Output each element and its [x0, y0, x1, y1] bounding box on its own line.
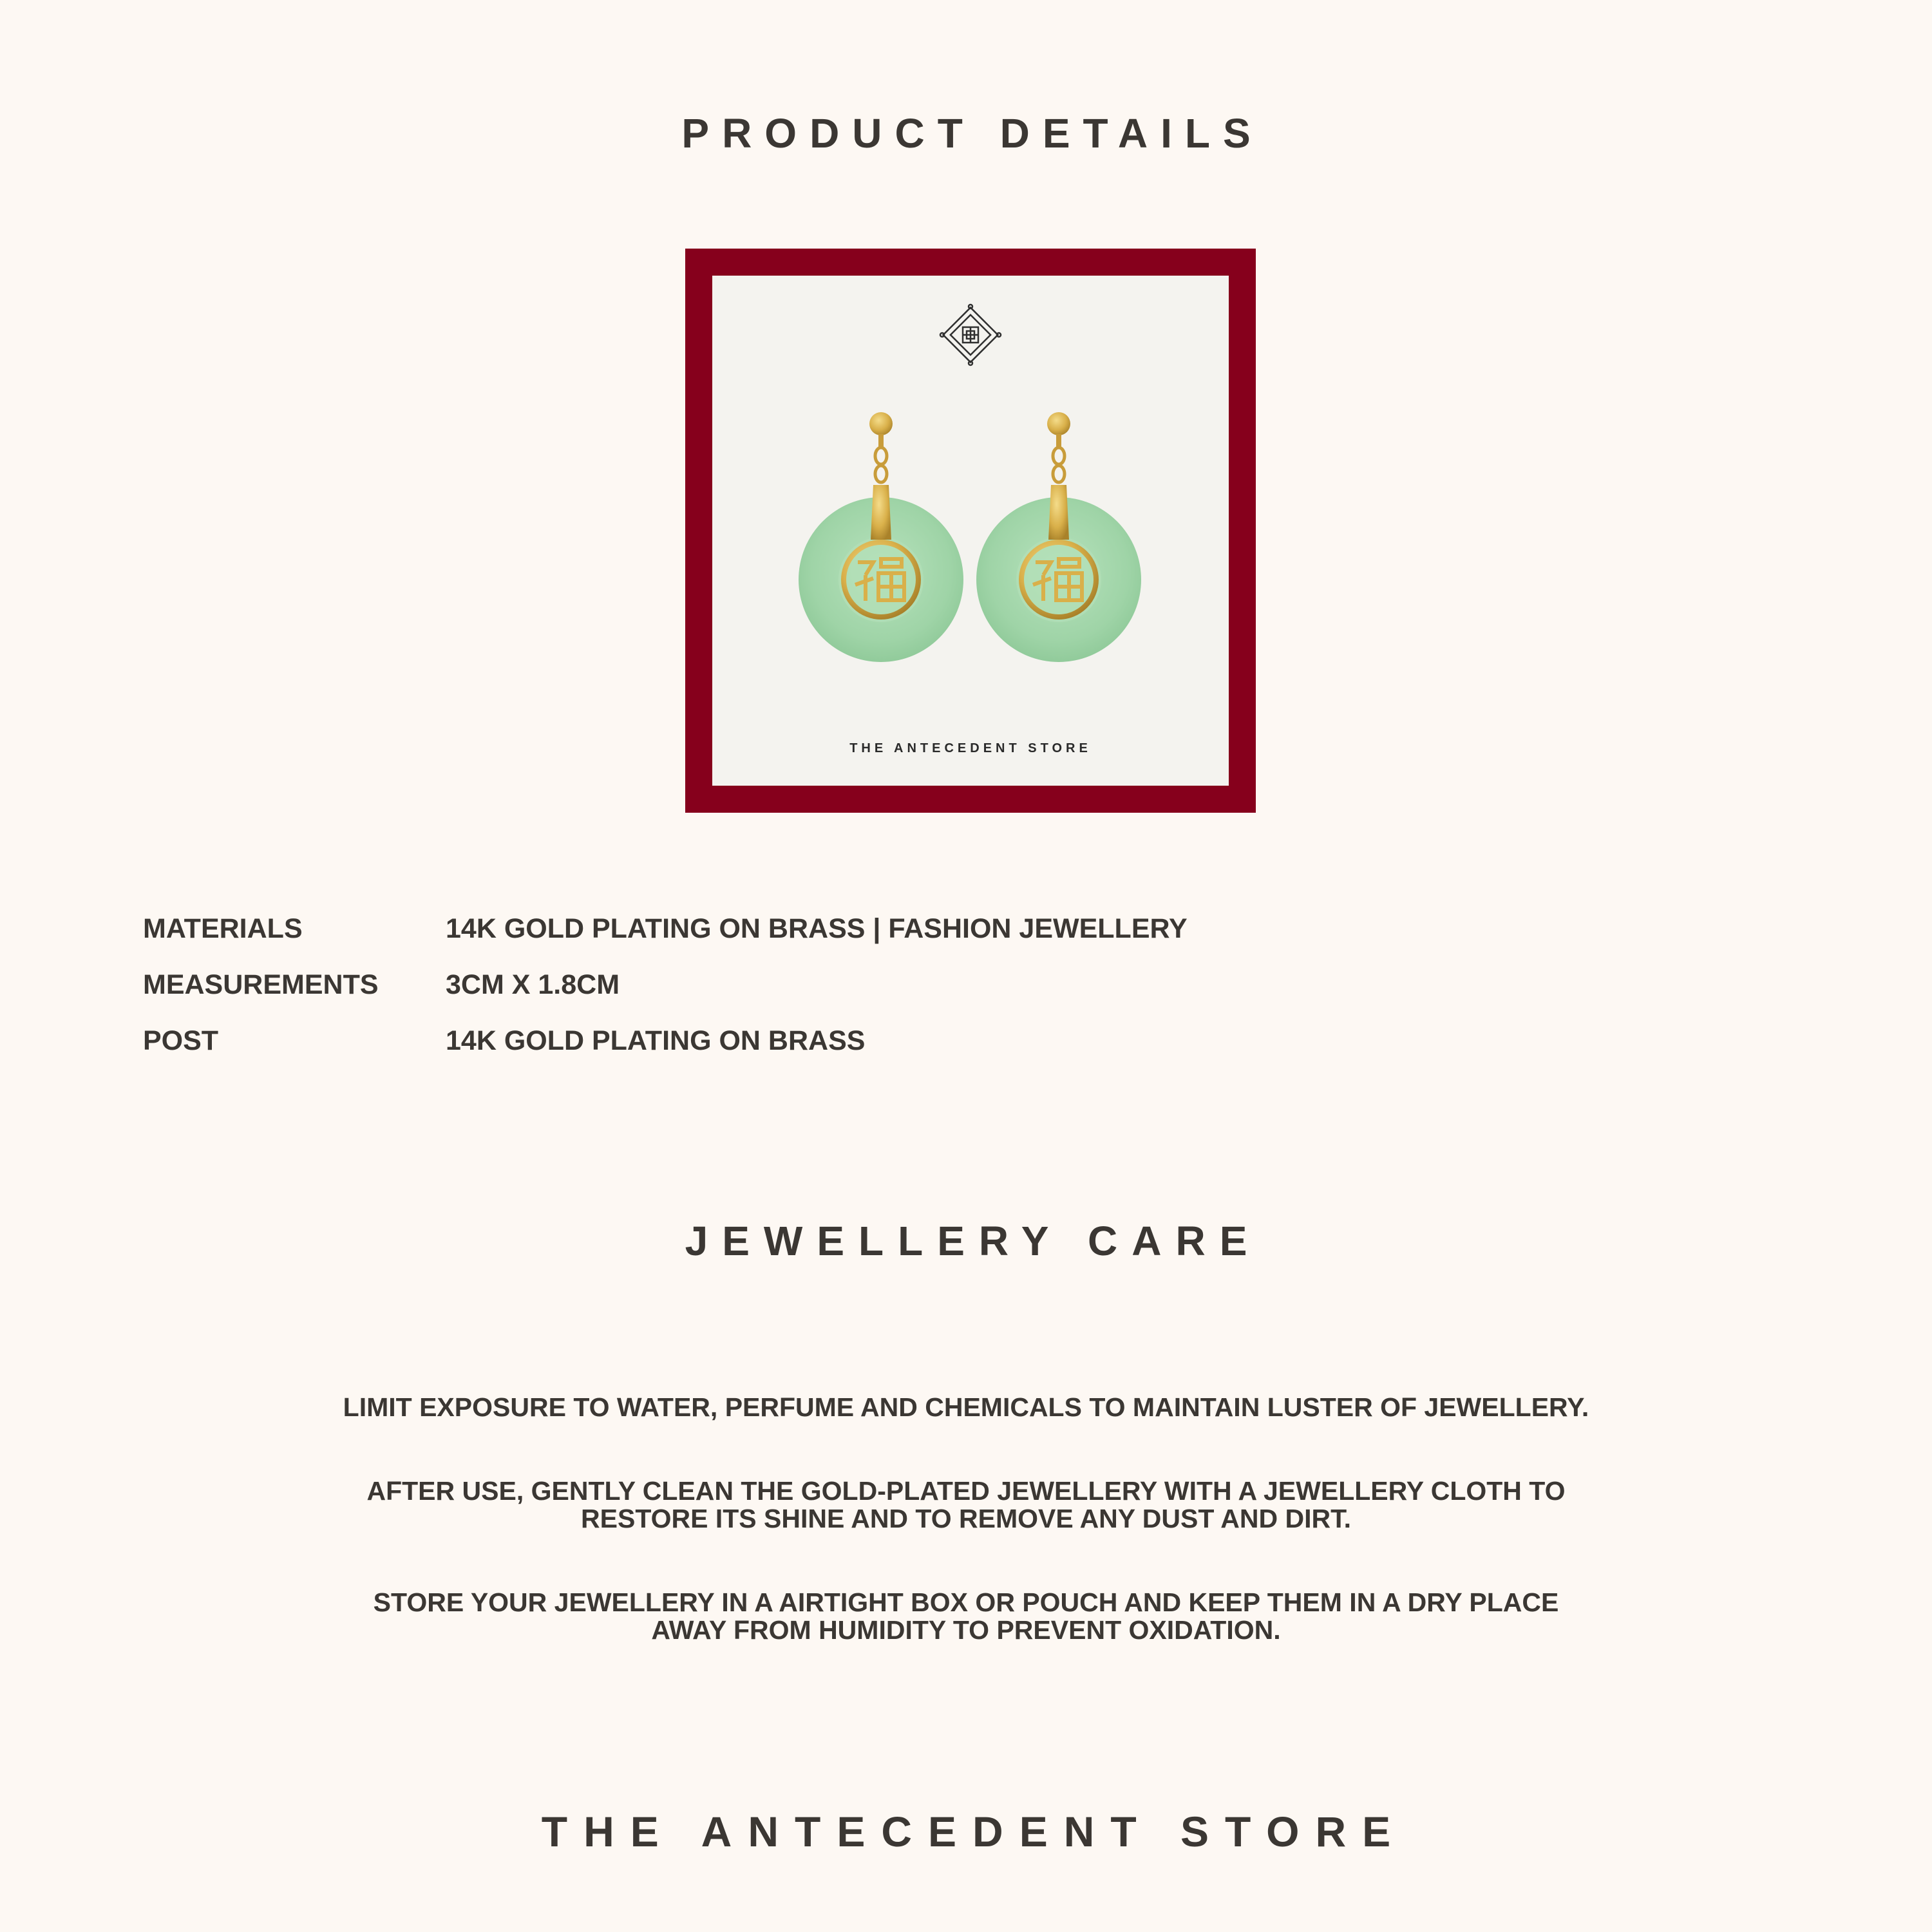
spec-row-measurements [143, 969, 1188, 1025]
care-tip-2-line-2: RESTORE ITS SHINE AND TO REMOVE ANY DUST AND DIRT. [581, 1504, 1351, 1533]
spec-label: MATERIALS [143, 913, 303, 944]
spec-value: 14K GOLD PLATING ON BRASS | FASHION JEWELLERY [446, 913, 1188, 944]
spec-row-materials [143, 913, 1188, 969]
card-brand-text: THE ANTECEDENT STORE [849, 741, 1092, 755]
earring-card [712, 276, 1229, 786]
spec-row-post [143, 1025, 1188, 1081]
spec-label: MEASUREMENTS [143, 969, 379, 1000]
care-tip-3-line-2: AWAY FROM HUMIDITY TO PREVENT OXIDATION. [651, 1615, 1281, 1645]
spec-label: POST [143, 1025, 219, 1056]
earring-left [799, 412, 963, 662]
spec-table [143, 913, 1188, 1081]
care-tip-3-line-1: STORE YOUR JEWELLERY IN A AIRTIGHT BOX OR POUCH AND KEEP THEM IN A DRY PLACE [373, 1587, 1559, 1617]
logo-icon [940, 305, 1001, 365]
jewellery-care-title: JEWELLERY CARE [685, 1218, 1262, 1264]
earring-right [976, 412, 1141, 662]
spec-value: 3CM X 1.8CM [446, 969, 620, 1000]
care-tip-1: LIMIT EXPOSURE TO WATER, PERFUME AND CHEMICALS TO MAINTAIN LUSTER OF JEWELLERY. [343, 1392, 1589, 1422]
earrings-illustration [712, 276, 1229, 786]
product-image [685, 249, 1256, 813]
care-tip-2-line-1: AFTER USE, GENTLY CLEAN THE GOLD-PLATED JEWELLERY WITH A JEWELLERY CLOTH TO [366, 1476, 1566, 1506]
footer-brand-title: THE ANTECEDENT STORE [541, 1808, 1407, 1855]
spec-value: 14K GOLD PLATING ON BRASS [446, 1025, 866, 1056]
product-details-title: PRODUCT DETAILS [681, 110, 1264, 156]
